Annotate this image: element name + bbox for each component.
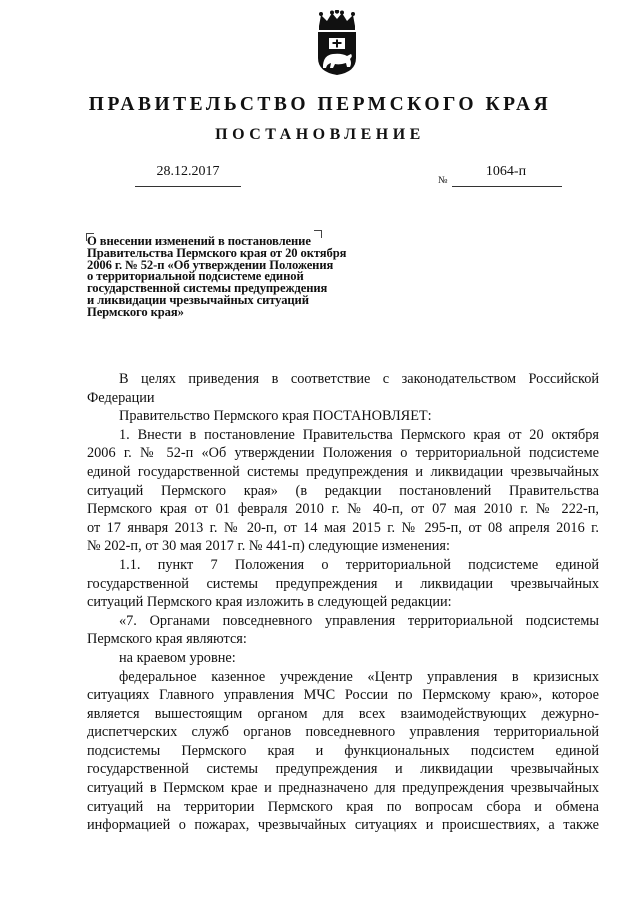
document-type: ПОСТАНОВЛЕНИЕ	[215, 126, 425, 143]
government-name: ПРАВИТЕЛЬСТВО ПЕРМСКОГО КРАЯ	[88, 94, 552, 115]
body-line: Пермского края от 01 февраля 2010 г. № 40-п, от 07 мая 2010 г. № 222-п,	[87, 501, 599, 518]
date-underline	[135, 186, 241, 187]
body-line: ситуациях Главного управления МЧС России по Пермскому краю», которое	[87, 687, 599, 704]
document-date: 28.12.2017	[156, 164, 220, 179]
document-subject	[87, 236, 417, 319]
body-line: на краевом уровне:	[119, 649, 236, 666]
body-line: Правительство Пермского края ПОСТАНОВЛЯЕТ:	[119, 408, 432, 425]
body-line: № 202-п, от 30 мая 2017 г. № 441-п) следующие изменения:	[87, 538, 450, 555]
body-line: от 17 января 2013 г. № 20-п, от 14 мая 2015 г. № 295-п, от 08 апреля 2016 г.	[87, 519, 599, 536]
body-line: подсистемы Пермского края и функциональных подсистем единой	[87, 742, 599, 759]
body-line: ситуаций на территории Пермского края по вопросам сбора и обмена	[87, 798, 599, 815]
body-line: 2006 г. № 52-п «Об утверждении Положения о территориальной подсистеме	[87, 445, 599, 462]
document-number: 1064-п	[485, 164, 527, 179]
body-line: единой государственной системы предупреждения и ликвидации чрезвычайных	[87, 463, 599, 480]
subject-line: государственной системы предупреждения	[87, 281, 328, 296]
body-line: 1. Внести в постановление Правительства Пермского края от 20 октября	[119, 426, 599, 443]
body-line: Пермского края являются:	[87, 631, 247, 648]
body-line: ситуаций в Пермском крае и предназначено для предупреждения чрезвычайных	[87, 780, 599, 797]
body-line: Федерации	[87, 389, 155, 406]
body-line: В целях приведения в соответствие с законодательством Российской	[119, 371, 599, 387]
body-line: ситуаций Пермского края изложить в следующей редакции:	[87, 594, 452, 611]
number-underline	[452, 186, 562, 187]
body-line: государственной системы предупреждения и ликвидации чрезвычайных	[87, 575, 599, 592]
subject-line: о территориальной подсистеме единой	[87, 269, 304, 284]
body-line: государственной системы предупреждения и ликвидации чрезвычайных	[87, 761, 599, 778]
body-line: диспетчерских служб органов повседневного управления территориальной	[87, 724, 599, 741]
subject-line: и ликвидации чрезвычайных ситуаций	[87, 292, 309, 307]
number-sign: №	[438, 175, 448, 186]
subject-line: О внесении изменений в постановление	[87, 234, 311, 248]
perm-krai-coat-of-arms-icon	[312, 10, 362, 76]
body-line: информацией о пожарах, чрезвычайных ситуациях и происшествиях, а также	[87, 817, 599, 834]
date-field	[135, 164, 241, 187]
body-line: федеральное казенное учреждение «Центр управления в кризисных	[119, 668, 599, 685]
body-line: 1.1. пункт 7 Положения о территориальной подсистеме единой	[119, 556, 599, 573]
number-field	[438, 164, 562, 187]
body-line: «7. Органами повседневного управления территориальной подсистемы	[119, 612, 599, 629]
subject-line: Правительства Пермского края от 20 октября	[87, 245, 347, 260]
body-line: ситуаций Пермского края» (в редакции постановлений Правительства	[87, 482, 599, 499]
subject-line: Пермского края»	[87, 304, 184, 319]
subject-line: 2006 г. № 52-п «Об утверждении Положения	[87, 257, 334, 272]
document-body	[87, 370, 599, 835]
body-line: является вышестоящим органом для всех взаимодействующих дежурно-	[87, 705, 599, 722]
